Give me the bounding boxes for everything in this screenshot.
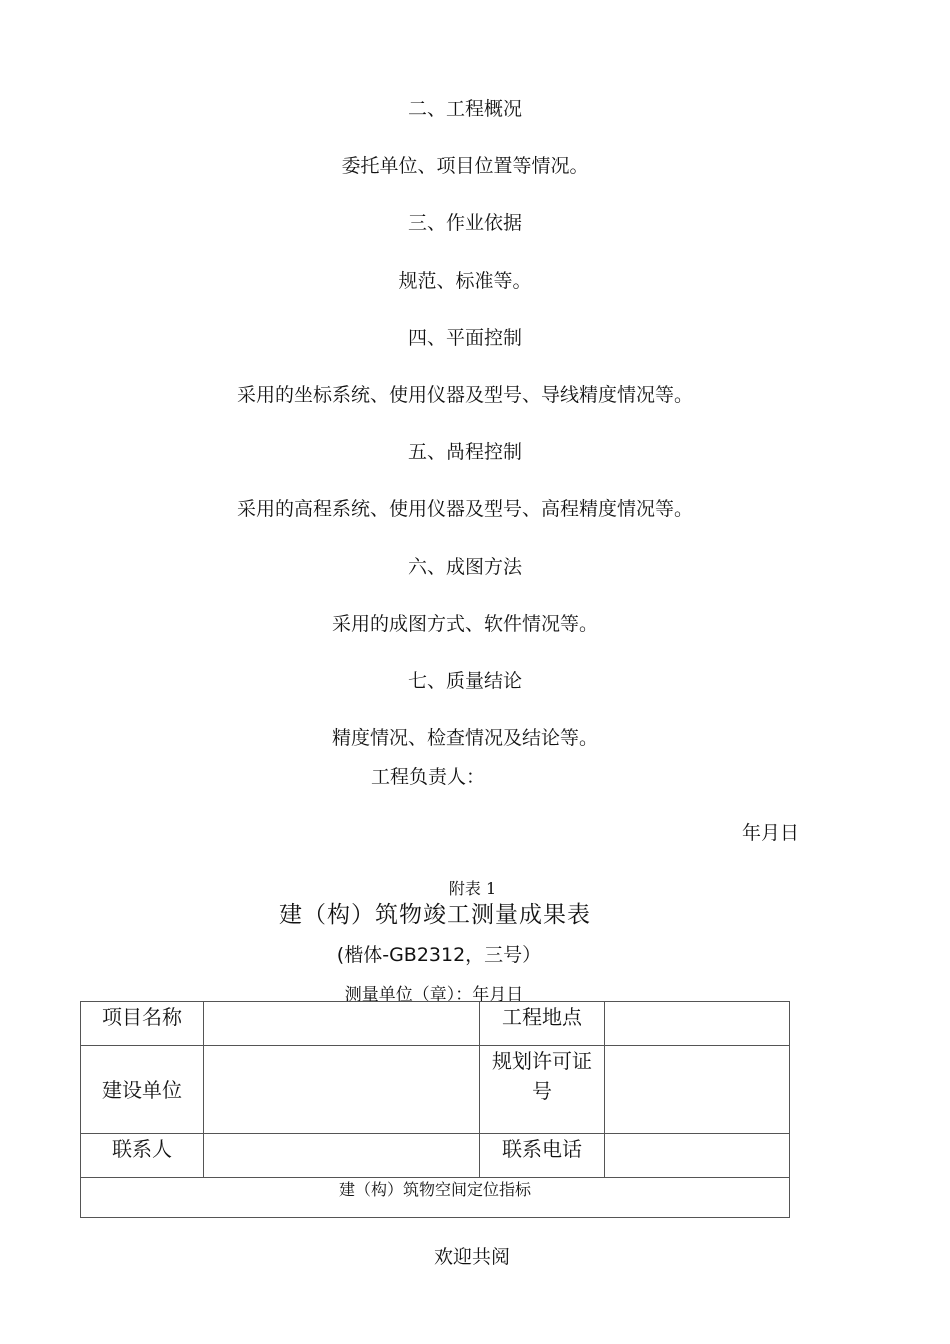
- attachment-label: 附表 1: [448, 879, 497, 898]
- survey-unit-line: 测量单位（章）：年月日: [344, 985, 524, 1005]
- project-name-label: 项目名称: [81, 1002, 204, 1046]
- signature-date: 年月日: [742, 822, 800, 844]
- location-label: 工程地点: [480, 1002, 605, 1046]
- contact-value: [204, 1134, 480, 1178]
- survey-result-table: [80, 1001, 790, 1218]
- section-2-heading: 二、工程概况: [407, 98, 522, 120]
- section-2-body: 委托单位、项目位置等情况。: [341, 155, 589, 177]
- phone-label: 联系电话: [480, 1134, 605, 1178]
- section-5-heading: 五、咼程控制: [407, 441, 522, 463]
- section-4-body: 采用的坐标系统、使用仪器及型号、导线精度情况等。: [236, 384, 693, 406]
- section-7-body: 精度情况、检查情况及结论等。: [331, 727, 598, 749]
- footer-text: 欢迎共阅: [434, 1246, 511, 1268]
- font-note: (楷体-GB2312，三号）: [336, 944, 542, 966]
- section-6-body: 采用的成图方式、软件情况等。: [331, 613, 598, 635]
- project-leader-label: 工程负责人：: [371, 766, 486, 788]
- builder-value: [204, 1046, 480, 1134]
- spatial-index-label: 建（构）筑物空间定位指标: [81, 1178, 790, 1218]
- section-6-heading: 六、成图方法: [407, 556, 522, 578]
- table-row: [81, 1178, 790, 1218]
- section-5-body: 采用的高程系统、使用仪器及型号、高程精度情况等。: [236, 498, 693, 520]
- table-title: 建（构）筑物竣工测量成果表: [279, 902, 591, 928]
- phone-value: [605, 1134, 790, 1178]
- permit-value: [605, 1046, 790, 1134]
- permit-label: 规划许可证号: [480, 1046, 605, 1134]
- table-row: [81, 1002, 790, 1046]
- section-4-heading: 四、平面控制: [407, 327, 522, 349]
- section-3-heading: 三、作业依据: [407, 212, 522, 234]
- contact-label: 联系人: [81, 1134, 204, 1178]
- location-value: [605, 1002, 790, 1046]
- section-3-body: 规范、标准等。: [398, 270, 532, 292]
- table-row: [81, 1134, 790, 1178]
- section-7-heading: 七、质量结论: [407, 670, 522, 692]
- project-name-value: [204, 1002, 480, 1046]
- builder-label: 建设单位: [81, 1046, 204, 1134]
- table-row: [81, 1046, 790, 1134]
